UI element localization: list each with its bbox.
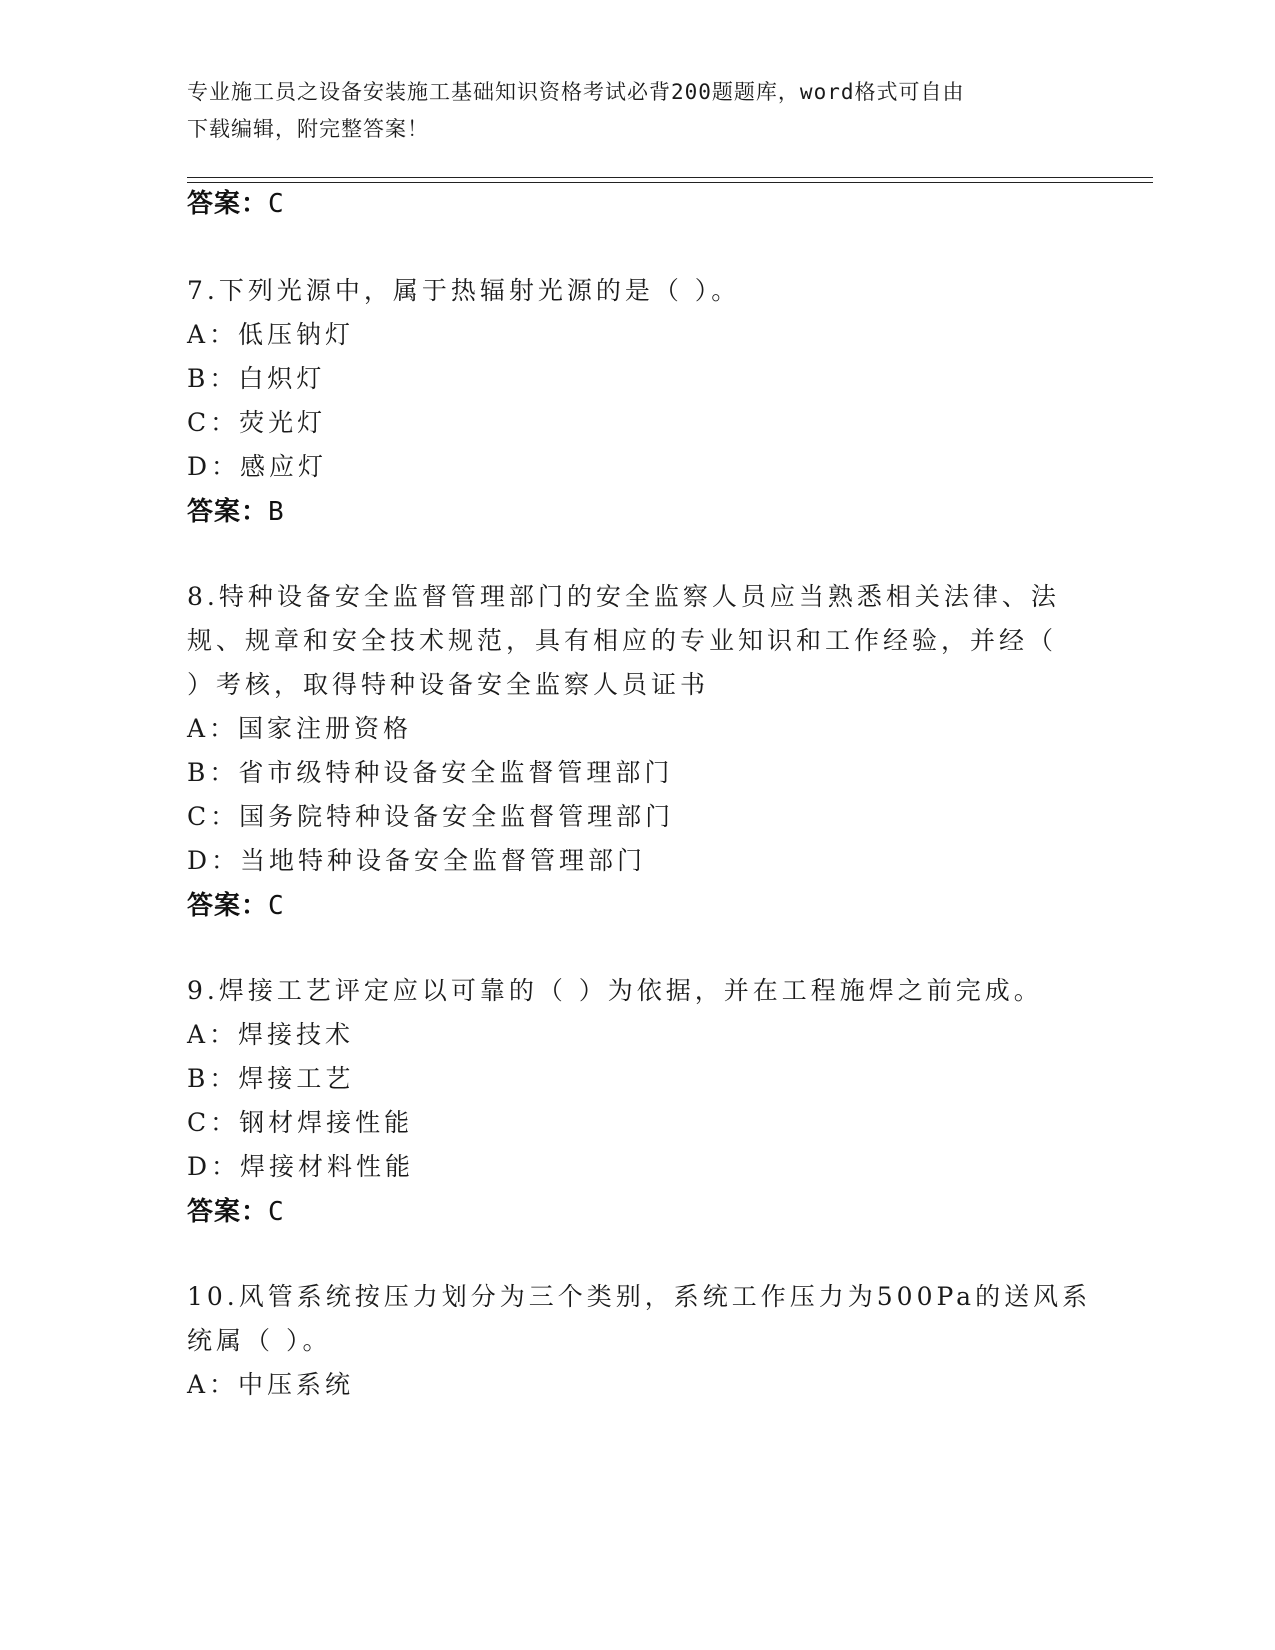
question-8-option-a: A：国家注册资格 bbox=[187, 714, 413, 743]
question-9-option-c: C：钢材焊接性能 bbox=[187, 1108, 414, 1137]
question-10-option-a: A：中压系统 bbox=[187, 1370, 355, 1399]
header-line-1: 专业施工员之设备安装施工基础知识资格考试必背200题题库，word格式可自由 bbox=[187, 80, 965, 104]
question-9-option-b: B：焊接工艺 bbox=[187, 1064, 355, 1093]
answer-value: B bbox=[268, 497, 285, 527]
question-9-answer bbox=[187, 1191, 285, 1228]
question-10-text-line-1: 10.风管系统按压力划分为三个类别，系统工作压力为500Pa的送风系 bbox=[187, 1282, 1092, 1311]
previous-answer bbox=[187, 183, 285, 220]
question-9-text: 9.焊接工艺评定应以可靠的（ ）为依据，并在工程施焊之前完成。 bbox=[187, 976, 1043, 1005]
header-line-2: 下载编辑，附完整答案！ bbox=[187, 117, 429, 141]
question-7-text: 7.下列光源中，属于热辐射光源的是（ ）。 bbox=[187, 276, 741, 305]
question-7-option-d: D：感应灯 bbox=[187, 452, 328, 481]
question-8-option-d: D：当地特种设备安全监督管理部门 bbox=[187, 846, 647, 875]
question-7-answer bbox=[187, 491, 285, 528]
answer-label: 答案： bbox=[187, 891, 269, 921]
question-8-text-line-3: ）考核，取得特种设备安全监察人员证书 bbox=[187, 670, 710, 699]
answer-value: C bbox=[268, 189, 285, 219]
question-9-option-a: A：焊接技术 bbox=[187, 1020, 355, 1049]
question-7-option-c: C：荧光灯 bbox=[187, 408, 327, 437]
question-8-text-line-2: 规、规章和安全技术规范，具有相应的专业知识和工作经验，并经（ bbox=[187, 626, 1058, 655]
header-divider-bottom bbox=[187, 182, 1153, 183]
question-7-option-b: B：白炽灯 bbox=[187, 364, 326, 393]
document-header bbox=[187, 74, 1067, 148]
question-8-text-line-1: 8.特种设备安全监督管理部门的安全监察人员应当熟悉相关法律、法 bbox=[187, 582, 1060, 611]
question-8-option-b: B：省市级特种设备安全监督管理部门 bbox=[187, 758, 674, 787]
question-8-option-c: C：国务院特种设备安全监督管理部门 bbox=[187, 802, 675, 831]
answer-value: C bbox=[268, 891, 285, 921]
answer-label: 答案： bbox=[187, 497, 269, 527]
question-7-option-a: A：低压钠灯 bbox=[187, 320, 355, 349]
question-9-option-d: D：焊接材料性能 bbox=[187, 1152, 415, 1181]
header-divider-top bbox=[187, 177, 1153, 178]
answer-label: 答案： bbox=[187, 189, 269, 219]
question-8-answer bbox=[187, 885, 285, 922]
answer-label: 答案： bbox=[187, 1197, 269, 1227]
question-10-text-line-2: 统属（ ）。 bbox=[187, 1326, 332, 1355]
answer-value: C bbox=[268, 1197, 285, 1227]
